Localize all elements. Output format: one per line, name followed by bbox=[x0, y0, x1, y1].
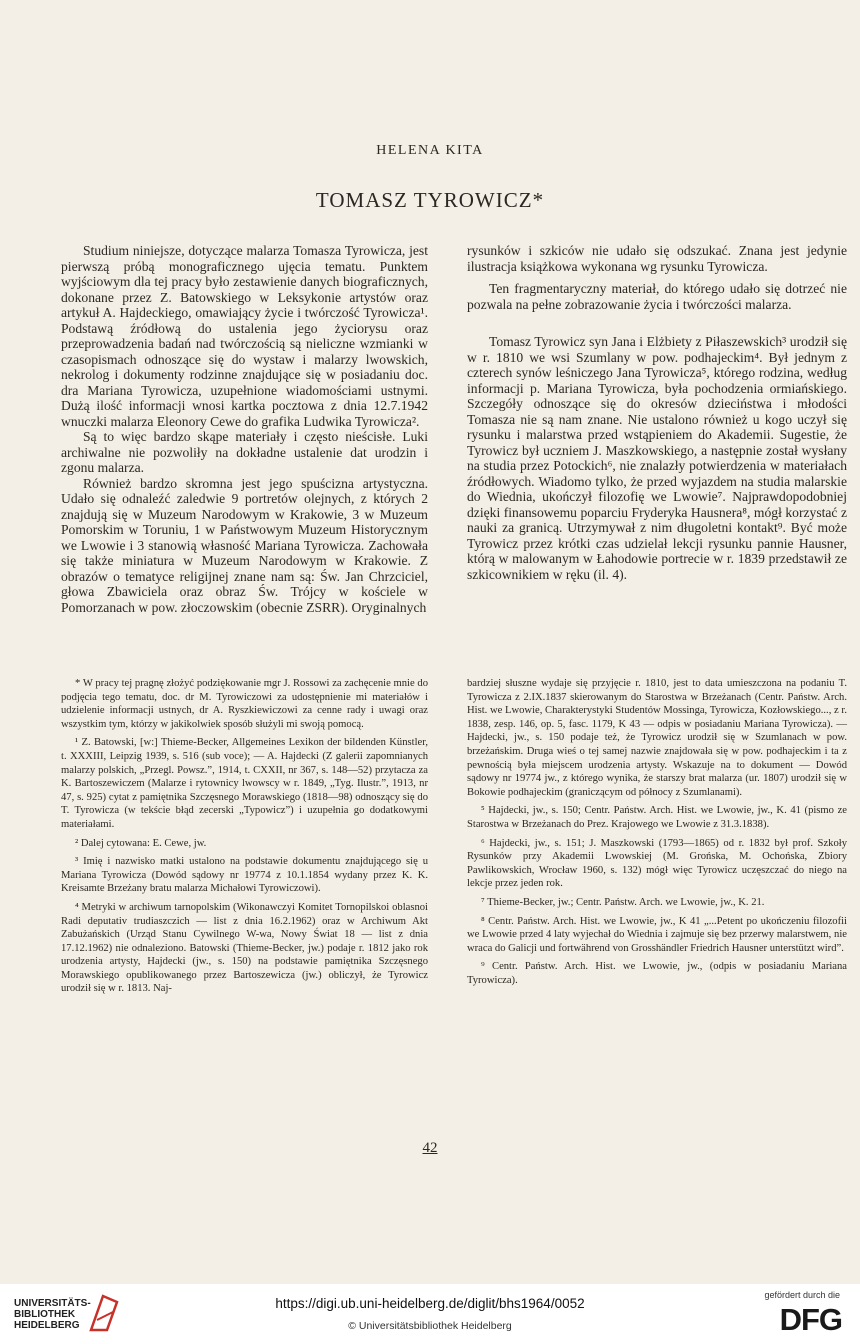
dfg-logo[interactable]: DFG bbox=[779, 1302, 842, 1337]
footnotes-left bbox=[61, 677, 428, 1001]
body-column-left bbox=[61, 243, 428, 615]
footnote: ³ Imię i nazwisko matki ustalono na podstawie dokumentu znajdującego się u Mariana Tyrowicza (Dowód sądowy nr 19774 z 10.1.1854 wydany przez K. K. Kreisamte Brzeżany bratu malarza Michałowi Tyrowiczowi). bbox=[61, 856, 428, 895]
funding-label: gefördert durch die bbox=[764, 1290, 840, 1300]
body-paragraph: Tomasz Tyrowicz syn Jana i Elżbiety z Piłaszewskich³ urodził się w r. 1810 we wsi Szumlany w pow. podhajeckim⁴. Był jednym z czterech synów leśniczego Jana Tyrowicza⁵, którego rodzina, według informacji p. Mariana Tyrowicza, była pochodzenia ormiańskiego. Szczegóły odnoszące się do okresów dzieciństwa i młodości Tomasza nie są nam znane. Nie ustalono również u kogo uczył się rysunku i malarstwa przed wstąpieniem do Akademii. Sugestie, że Tyrowicz był uczniem J. Maszkowskiego, a następnie został wysłany na studia przez Potockich⁶, nie znalazły potwierdzenia w materiałach źródłowych. Wiadomo tylko, że przed wyjazdem na studia malarskie do Wiednia, ukończył filozofię we Lwowie⁷. Najprawdopodobniej dzięki finansowemu poparciu Fryderyka Hausnera⁸, mógł korzystać z nauki za granicą. Utrzymywał z nim długoletni kontakt⁹. Być może Tyrowicz przez krótki czas udzielał lekcji rysunku pannie Hausner, którą w malowanym w Łahodowie portrecie w r. 1839 przedstawił ze szkicownikiem w ręku (il. 4). bbox=[467, 334, 847, 582]
footnote: bardziej słuszne wydaje się przyjęcie r. 1810, jest to data umieszczona na podaniu T. Tyrowicza z 2.IX.1837 skierowanym do Starostwa w Brzeżanach (Centr. Państw. Arch. Hist. we Lwowie, Charakterystyki Studentów Mossinga, Tyrowicza, Kozłowskiego..., z r. 1838, zesp. 146, op. 5, fasc. 1179, K 43 — odpis w posiadaniu Mariana Tyrowicza). — Hajdecki, jw., s. 150 podaje też, że Tyrowicz urodził się w Szumlanach w pow. brzeżańskim. Druga wieś o tej samej nazwie znajdowała się w pow. podhajeckim i ta z pewnością była miejscem urodzenia artysty. Wskazuje na to dokument — Dowód sądowy nr 19774 jw., z którego wynika, że starszy brat malarza (ur. 1807) urodził się w Bokowie podhajeckim (graniczącym od północy z Szumlanami). bbox=[467, 678, 847, 798]
body-paragraph: Również bardzo skromna jest jego spuścizna artystyczna. Udało się odnaleźć zaledwie 9 portretów olejnych, z których 2 znajdują się w Muzeum Narodowym w Krakowie, 3 w Muzeum Pomorskim w Toruniu, 1 w Państwowym Muzeum Historycznym we Lwowie i 3 stanowią własność Mariana Tyrowicza. Zachowała się także miniatura w Muzeum Narodowym w Krakowie. Z obrazów o tematyce religijnej znane nam są: Św. Jan Chrzciciel, głowa Zbawiciela oraz obraz Św. Trójcy w kościele w Pomorzanach w pow. złoczowskim (obecnie ZSRR). Oryginalnych bbox=[61, 475, 428, 615]
footnote: ⁷ Thieme-Becker, jw.; Centr. Państw. Arch. we Lwowie, jw., K. 21. bbox=[481, 896, 765, 908]
document-url-link[interactable]: https://digi.ub.uni-heidelberg.de/diglit/bhs1964/0052 bbox=[275, 1296, 585, 1311]
body-paragraph: Studium niniejsze, dotyczące malarza Tomasza Tyrowicza, jest pierwszą próbą monograficznego ujęcia tematu. Punktem wyjściowym dla tej pracy było zestawienie danych biograficznych, dokonane przez Z. Batowskiego w Leksykonie artystów oraz artykuł A. Hajdeckiego, omawiający życie i twórczość Tyrowicza¹. Podstawą źródłową do ustalenia jego życiorysu oraz przeprowadzenia badań nad twórczością są nieliczne wzmianki w czasopismach odnoszące się do wystaw i malarzy lwowskich, nekrolog i dokumenty rodzinne znajdujące się w posiadaniu doc. dra Mariana Tyrowicza, uzupełnione wiadomościami ustnymi. Dużą ilość informacji wnosi kartka pocztowa z dnia 12.7.1942 wnuczki malarza Eleonory Cewe do grafika Ludwika Tyrowicza². bbox=[61, 243, 428, 429]
body-paragraph: Ten fragmentaryczny materiał, do którego udało się dotrzeć nie pozwala na pełne zobrazowanie życia i twórczości malarza. bbox=[467, 281, 847, 312]
author-name: HELENA KITA bbox=[376, 143, 484, 158]
viewer-footer bbox=[0, 1284, 860, 1344]
footnote: ⁹ Centr. Państw. Arch. Hist. we Lwowie, jw., (odpis w posiadaniu Mariana Tyrowicza). bbox=[467, 961, 847, 986]
library-name-line: BIBLIOTHEK bbox=[14, 1309, 76, 1320]
footnote: ¹ Z. Batowski, [w:] Thieme-Becker, Allgemeines Lexikon der bildenden Künstler, t. XXXIII, Leipzig 1939, s. 516 (sub voce); — A. Hajdecki (Z galerii zapomnianych malarzy polskich, „Przegl. Powsz.”, 1914, t. CXXII, nr 367, s. 148—52) przytacza za K. Bartoszewiczem (Malarze i rytownicy lwowscy w r. 1849, „Tyg. Ilustr.”, 1913, nr 47, s. 925) cytat z pamiętnika Szczęsnego Morawskiego (1818—98) odnoszący się do T. Tyrowicza (w tekście błąd zecerski „Typowicz”) i uzupełnia go dodatkowymi materiałami. bbox=[61, 737, 428, 830]
page-number: 42 bbox=[422, 1140, 438, 1156]
body-column-right bbox=[467, 243, 847, 582]
library-name-line: HEIDELBERG bbox=[14, 1320, 80, 1331]
library-name-line: UNIVERSITÄTS- bbox=[14, 1298, 91, 1309]
footnote: ² Dalej cytowana: E. Cewe, jw. bbox=[75, 837, 207, 849]
body-paragraph: rysunków i szkiców nie udało się odszukać. Znana jest jedynie ilustracja książkowa wykonana wg rysunku Tyrowicza. bbox=[467, 243, 847, 274]
footnote: ⁸ Centr. Państw. Arch. Hist. we Lwowie, jw., K 41 „...Petent po ukończeniu filozofii we Lwowie przed 4 laty wyjechał do Wiednia i zajmuje się bez przerwy malarstwem, nie wraca do Galicji und fortwährend von Grosshändler Friedrich Hausner unterstützt wird”. bbox=[467, 915, 847, 954]
footnote: * W pracy tej pragnę złożyć podziękowanie mgr J. Rossowi za zachęcenie mnie do podjęcia tego tematu, doc. dr M. Tyrowiczowi za udostępnienie mi materiałów i udzielenie informacji ustnych, dr A. Ryszkiewiczowi za cenne rady i uwagi oraz wszystkim tym, którzy w jakikolwiek sposób służyli mi swoją pomocą. bbox=[61, 678, 428, 730]
footnote: ⁵ Hajdecki, jw., s. 150; Centr. Państw. Arch. Hist. we Lwowie, jw., K. 41 (pismo ze Starostwa w Brzeżanach do Prez. Krajowego we Lwowie z 31.3.1838). bbox=[467, 805, 847, 830]
footnote: ⁶ Hajdecki, jw., s. 151; J. Maszkowski (1793—1865) od r. 1832 był prof. Szkoły Rysunków przy Akademii Lwowskiej (M. Grońska, M. Ochońska, Zbiory Pawlikowskich, Wrocław 1960, s. 132) mógł więc Tyrowicz uczęszczać do niego na lekcje przez jeden rok. bbox=[467, 837, 847, 890]
article-title: TOMASZ TYROWICZ* bbox=[315, 188, 545, 212]
body-paragraph: Są to więc bardzo skąpe materiały i często nieścisłe. Luki archiwalne nie pozwoliły na dokładne ustalenie dat urodzin i zgonu malarza. bbox=[61, 429, 428, 475]
copyright-notice: © Universitätsbibliothek Heidelberg bbox=[348, 1320, 512, 1332]
footnote: ⁴ Metryki w archiwum tarnopolskim (Wikonawczyi Komitet Tornopilskoi oblasnoi Radi deputativ trudiaszczich — list z dnia 16.2.1962) oraz w Archiwum Akt Zabużańskich (Urząd Stanu Cywilnego W-wa, Nowy Świat 18 — list z dnia 17.12.1962) nie odnaleziono. Batowski (Thieme-Becker, jw.) podaje r. 1812 jako rok urodzenia artysty, Hajdecki (jw., s. 150) na podstawie pamiętnika Szczęsnego Morawskiego opublikowanego przez Bartoszewicza (jw.) obliczył, że Tyrowicz urodził się w r. 1813. Naj- bbox=[61, 901, 428, 995]
footnotes-right bbox=[467, 677, 847, 992]
